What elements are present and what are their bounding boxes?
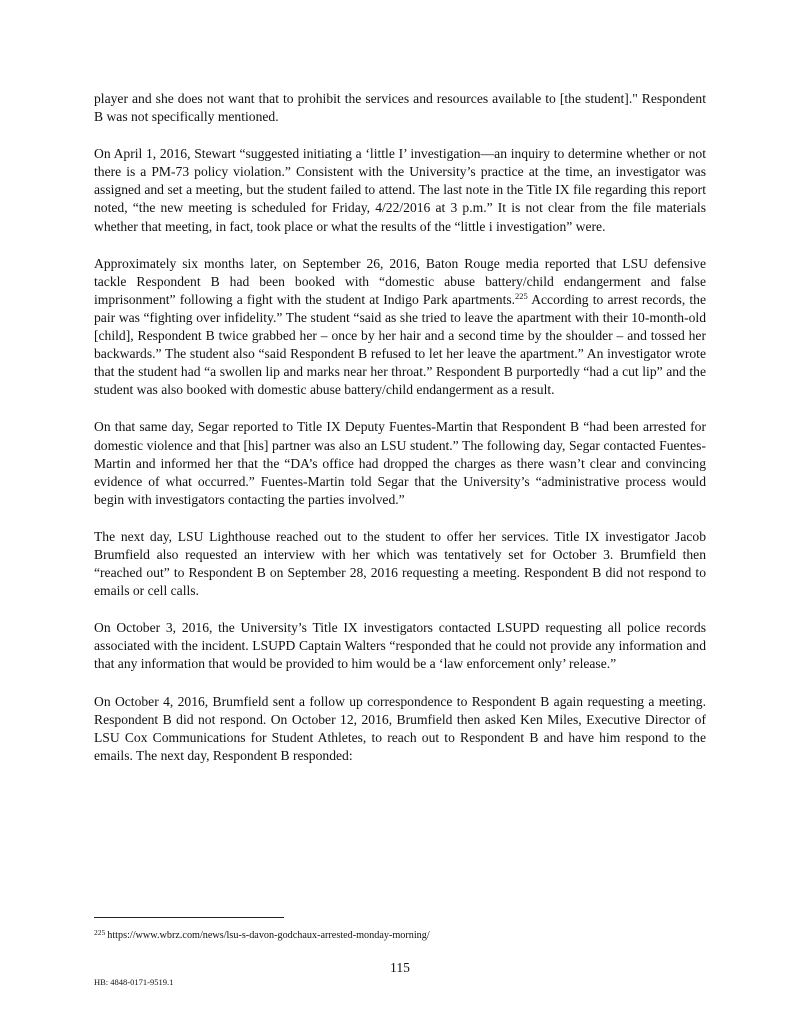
footnote: [94, 926, 706, 942]
footnote-link[interactable]: https://www.wbrz.com/news/lsu-s-davon-godchaux-arrested-monday-morning/: [107, 930, 430, 941]
page-number: 115: [390, 960, 410, 975]
document-id: HB: 4848-0171-9519.1: [94, 977, 174, 987]
paragraph-3-text-after: According to arrest records, the pair was “fighting over infidelity.” The student “said as she tried to leave the apartment with their 10-month-old [child], Respondent B twice grabbed her – once by her hair and a second time by the shoulder – and tossed her backwards.” The student also “said Respondent B refused to let her leave the apartment.” An investigator wrote that the student had “a swollen lip and marks near her throat.” Respondent B purportedly “had a cut lip” and the student was also booked with domestic abuse battery/child endangerment as a result.: [94, 291, 707, 398]
paragraph-7: On October 4, 2016, Brumfield sent a follow up correspondence to Respondent B again requesting a meeting. Respondent B did not respond. On October 12, 2016, Brumfield then asked Ken Miles, Executive Director of LSU Cox Communications for Student Athletes, to reach out to Respondent B and have him respond to the emails. The next day, Respondent B responded:: [94, 693, 706, 763]
footnote-number: 225: [94, 928, 106, 937]
paragraph-6: On October 3, 2016, the University’s Title IX investigators contacted LSUPD requesting all police records associated with the incident. LSUPD Captain Walters “responded that he could not provide any information and that any information that would be provided to him would be a ‘law enforcement only’ release.”: [94, 620, 706, 672]
footnote-reference: 225: [515, 290, 528, 301]
footnote-divider: [94, 917, 284, 918]
paragraph-3-text-before: Approximately six months later, on September 26, 2016, Baton Rouge media reported that LSU defensive tackle Respondent B had been booked with “domestic abuse battery/child endangerment and false imprisonment” following a fight with the student at Indigo Park apartments.: [94, 255, 706, 307]
paragraph-3: [94, 255, 706, 400]
body-text: [94, 90, 706, 784]
paragraph-4: On that same day, Segar reported to Title IX Deputy Fuentes-Martin that Respondent B “had been arrested for domestic violence and that [his] partner was also an LSU student.” The following day, Segar contacted Fuentes-Martin and informed her that the “DA’s office had dropped the charges as there wasn’t clear and convincing evidence of what occurred.” Fuentes-Martin told Segar that the University’s “administrative process would begin with investigators contacting the parties involved.”: [94, 419, 706, 507]
paragraph-1: player and she does not want that to prohibit the services and resources available to [the student]." Respondent B was not specifically mentioned.: [94, 91, 706, 125]
paragraph-5: The next day, LSU Lighthouse reached out to the student to offer her services. Title IX investigator Jacob Brumfield also requested an interview with her which was tentatively set for October 3. Brumfield then “reached out” to Respondent B on September 28, 2016 requesting a meeting. Respondent B did not respond to emails or cell calls.: [94, 528, 706, 599]
paragraph-2: On April 1, 2016, Stewart “suggested initiating a ‘little I’ investigation—an inquiry to determine whether or not there is a PM-73 policy violation.” Consistent with the University’s practice at the time, an investigator was assigned and set a meeting, but the student failed to attend. The last note in the Title IX file regarding this report noted, “the new meeting is scheduled for Friday, 4/22/2016 at 3 p.m.” It is not clear from the file materials whether that meeting, in fact, took place or what the results of the “little i investigation” were.: [94, 146, 706, 234]
